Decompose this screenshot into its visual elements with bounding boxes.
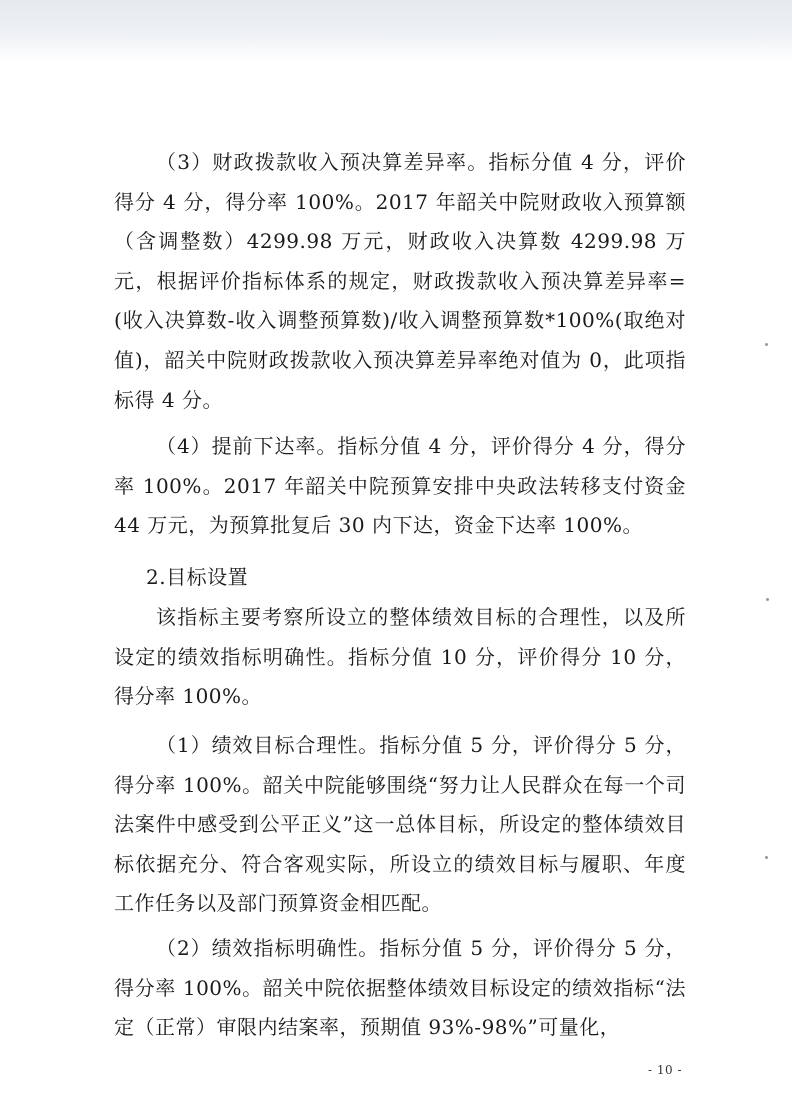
paragraph-target-rationality: （1）绩效目标合理性。指标分值 5 分，评价得分 5 分，得分率 100%。韶关中院能够围绕“努力让人民群众在每一个司法案件中感受到公平正义”这一总体目标，所设定的整体绩效目标依据充分、符合客观实际，所设立的绩效目标与履职、年度工作任务以及部门预算资金相匹配。 xyxy=(114,733,686,916)
paragraph-target-setting-overview: 该指标主要考察所设立的整体绩效目标的合理性，以及所设定的绩效指标明确性。指标分值 10 分，评价得分 10 分，得分率 100%。 xyxy=(114,605,686,709)
paragraph-indicator-clarity: （2）绩效指标明确性。指标分值 5 分，评价得分 5 分，得分率 100%。韶关中院依据整体绩效目标设定的绩效指标“法定（正常）审限内结案率，预期值 93%-98%”可量化， xyxy=(114,936,686,1040)
section-heading-target-setting: 2.目标设置 xyxy=(146,565,249,589)
page-number: - 10 - xyxy=(647,1063,682,1077)
scan-speck xyxy=(766,598,769,601)
paragraph-fiscal-appropriation-variance: （3）财政拨款收入预决算差异率。指标分值 4 分，评价得分 4 分，得分率 100%。2017 年韶关中院财政收入预算额（含调整数）4299.98 万元，财政收入决算数 4299.98 万元，根据评价指标体系的规定，财政拨款收入预决算差异率=(收入决算数-收入调整预算数)/收入调整预算数*100%(取绝对值)，韶关中院财政拨款收入预决算差异率绝对值为 0，此项指标得 4 分。 xyxy=(114,150,686,412)
scan-speck xyxy=(765,343,768,346)
paragraph-advance-issuance-rate: （4）提前下达率。指标分值 4 分，评价得分 4 分，得分率 100%。2017 年韶关中院预算安排中央政法转移支付资金 44 万元，为预算批复后 30 内下达，资金下达率 100%。 xyxy=(114,434,686,538)
scan-speck xyxy=(765,856,768,859)
